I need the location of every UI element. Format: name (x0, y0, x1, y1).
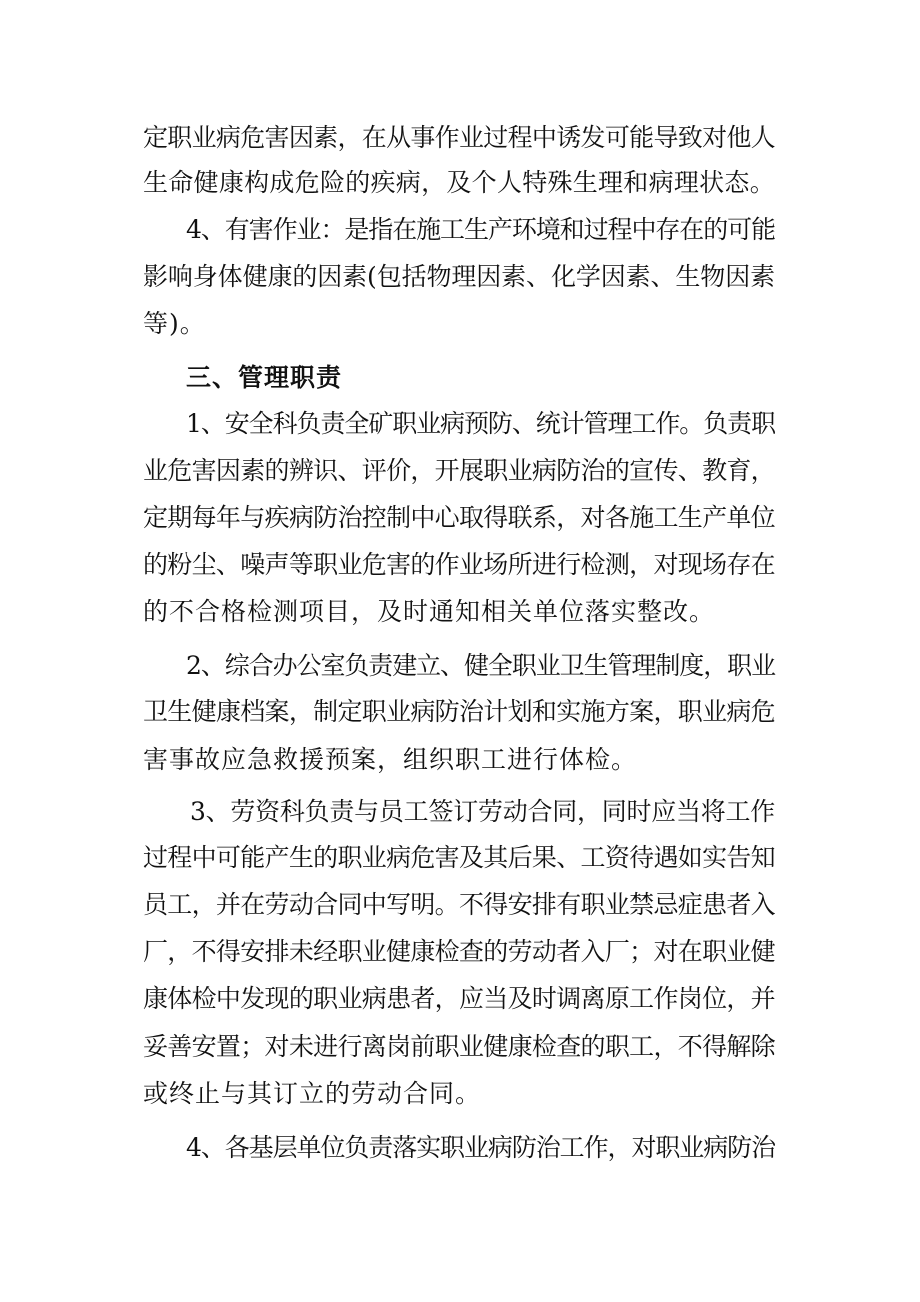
text-line: 影响身体健康的因素(包括物理因素、化学因素、生物因素 (143, 262, 775, 291)
section-heading: 三、管理职责 (186, 363, 343, 392)
text-line: 或终止与其订立的劳动合同。 (143, 1079, 482, 1108)
text-line: 等)。 (143, 309, 206, 338)
text-line: 卫生健康档案，制定职业病防治计划和实施方案，职业病危 (143, 697, 775, 726)
text-line: 业危害因素的辨识、评价，开展职业病防治的宣传、教育， (143, 456, 775, 485)
text-line: 过程中可能产生的职业病危害及其后果、工资待遇如实告知 (143, 843, 775, 872)
text-line: 妥善安置；对未进行离岗前职业健康检查的职工，不得解除 (143, 1032, 775, 1061)
text-line: 康体检中发现的职业病患者，应当及时调离原工作岗位，并 (143, 984, 775, 1013)
text-line: 3、劳资科负责与员工签订劳动合同，同时应当将工作 (190, 797, 775, 826)
text-line: 的粉尘、噪声等职业危害的作业场所进行检测，对现场存在 (143, 550, 775, 579)
text-line: 1、安全科负责全矿职业病预防、统计管理工作。负责职 (186, 409, 775, 438)
text-line: 员工，并在劳动合同中写明。不得安排有职业禁忌症患者入 (143, 890, 775, 919)
text-line: 害事故应急救援预案，组织职工进行体检。 (143, 745, 638, 774)
text-line: 4、有害作业：是指在施工生产环境和过程中存在的可能 (186, 215, 775, 244)
text-line: 定职业病危害因素，在从事作业过程中诱发可能导致对他人 (143, 123, 775, 152)
text-line: 厂，不得安排未经职业健康检查的劳动者入厂；对在职业健 (143, 937, 775, 966)
text-line: 生命健康构成危险的疾病，及个人特殊生理和病理状态。 (143, 168, 775, 197)
text-line: 2、综合办公室负责建立、健全职业卫生管理制度，职业 (186, 651, 775, 680)
text-line: 的不合格检测项目，及时通知相关单位落实整改。 (143, 597, 716, 626)
text-line: 4、各基层单位负责落实职业病防治工作，对职业病防治 (186, 1133, 775, 1162)
text-line: 定期每年与疾病防治控制中心取得联系，对各施工生产单位 (143, 503, 775, 532)
